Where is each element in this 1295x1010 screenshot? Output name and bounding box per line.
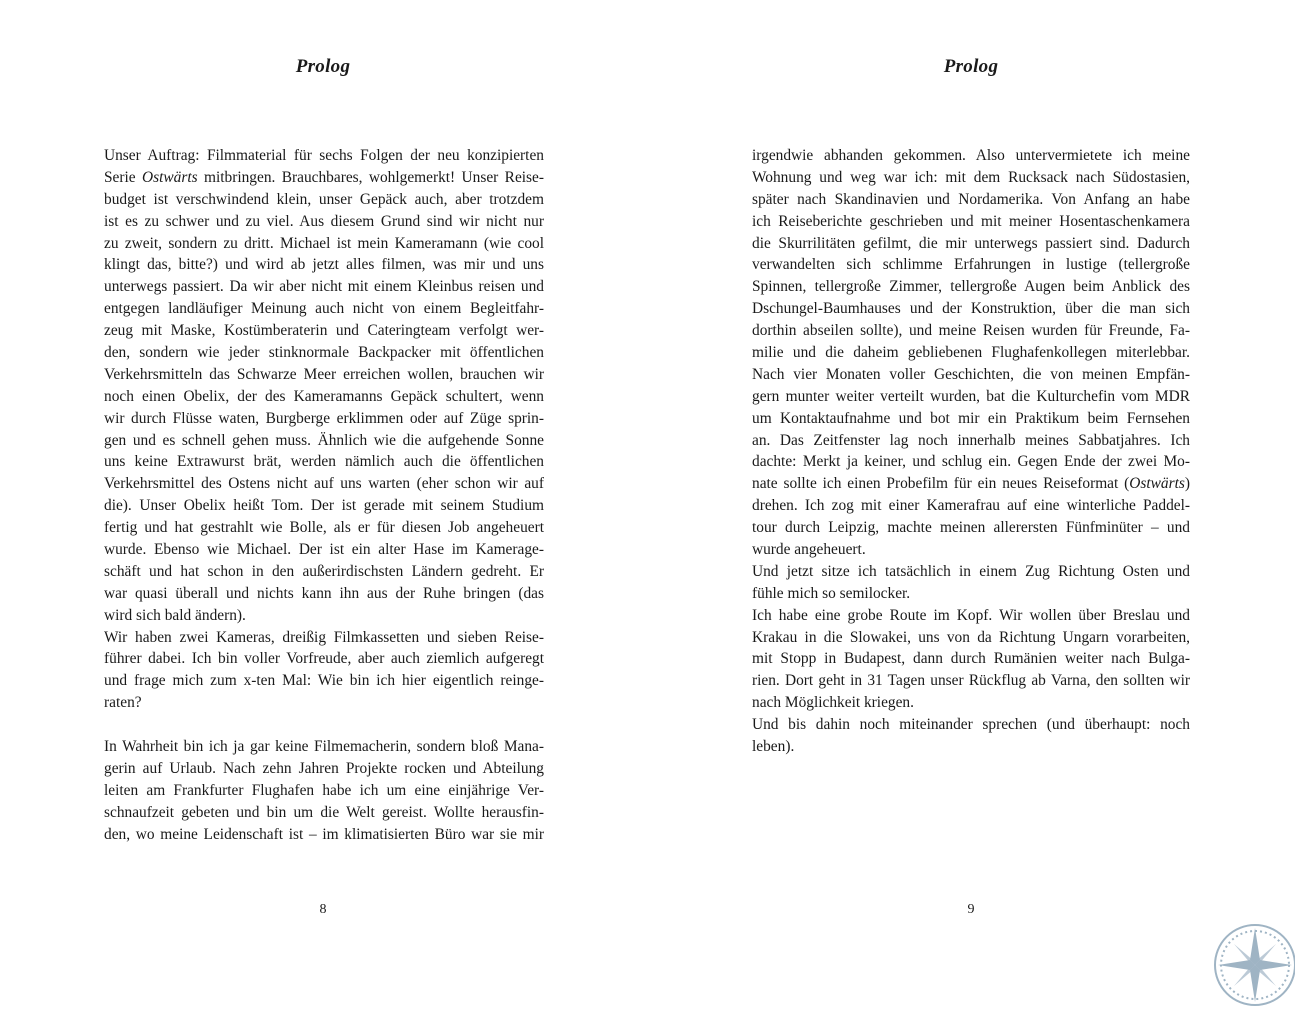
text-run: ich Reiseberichte geschrieben und mit meiner Hosentaschenkamera: [752, 212, 1190, 230]
text-run: klingt das, bitte?) und wird ab jetzt alles filmen, was mir und uns: [104, 256, 544, 274]
text-run: irgendwie abhanden gekommen. Also untervermietete ich meine: [752, 147, 1190, 164]
text-line: [752, 517, 1190, 539]
text-run: gen und es schnell gehen muss. Ähnlich wie die aufgehende Sonne: [104, 431, 544, 449]
left-page: [0, 0, 647, 1000]
text-line: [752, 583, 1190, 605]
text-line: [752, 670, 1190, 692]
text-run: Nach vier Monaten voller Geschichten, die von meinen Empfän-: [752, 365, 1190, 383]
text-run: zu zweit, sondern zu dritt. Michael ist mein Kameramann (wie cool: [104, 234, 544, 252]
text-line: [752, 451, 1190, 473]
text-run: fühle mich so semilocker.: [752, 584, 911, 602]
right-page: [648, 0, 1295, 1000]
text-line: [104, 714, 544, 736]
text-line: [752, 605, 1190, 627]
text-line: [104, 495, 544, 517]
text-line: [752, 736, 1190, 758]
text-line: [752, 473, 1190, 495]
text-line: [752, 430, 1190, 452]
text-line: [104, 211, 544, 233]
text-run: Wohnung und weg war ich: mit dem Rucksack nach Südostasien,: [752, 168, 1190, 186]
text-line: [752, 276, 1190, 298]
text-run: Und jetzt sitze ich tatsächlich in einem Zug Richtung Osten und: [752, 562, 1190, 580]
body-text-left: [104, 145, 544, 846]
running-head-left: Prolog: [295, 56, 351, 77]
text-line: [752, 320, 1190, 342]
text-run: wir durch Flüsse waten, Burgberge erklimmen oder auf Züge sprin-: [104, 409, 544, 427]
text-line: [752, 298, 1190, 320]
text-run: Dschungel-Baumhauses und der Konstruktion, über die man sich: [752, 300, 1190, 318]
text-run: Serie: [104, 168, 142, 186]
text-run: leben).: [752, 738, 795, 756]
text-run: schnaufzeit gebeten und bin um die Welt gereist. Wollte herausfin-: [104, 803, 544, 821]
text-line: [104, 692, 544, 714]
text-line: [104, 167, 544, 189]
text-run: führer dabei. Ich bin voller Vorfreude, aber auch ziemlich aufgeregt: [104, 650, 544, 668]
text-run: verwandelten sich schlimme Erfahrungen in lustige (tellergroße: [752, 256, 1190, 274]
text-line: [104, 233, 544, 255]
page-number-left: 8: [319, 902, 327, 917]
text-line: [752, 561, 1190, 583]
text-line: [104, 561, 544, 583]
text-run: Verkehrsmitteln das Schwarze Meer erreichen wollen, brauchen wir: [104, 365, 544, 383]
text-run: gern munter weiter verteilt wurden, bat die Kulturchefin vom MDR: [752, 387, 1190, 405]
text-line: [104, 254, 544, 276]
text-line: [752, 145, 1190, 167]
text-run: später nach Skandinavien und Nordamerika. Von Anfang an habe: [752, 190, 1190, 208]
text-line: [752, 692, 1190, 714]
text-run: rien. Dort geht in 31 Tagen unser Rückflug ab Varna, den sollten wir: [752, 672, 1190, 690]
text-run: dachte: Merkt ja keiner, und schlug ein. Gegen Ende der zwei Mo-: [752, 453, 1190, 471]
text-run: milie und die daheim gebliebenen Flughafenkollegen miterlebbar.: [752, 344, 1190, 362]
text-line: [752, 627, 1190, 649]
text-run: entgegen landläufiger Meinung auch nicht von einem Begleitfahr-: [104, 300, 544, 318]
text-run: mitbringen. Brauchbares, wohlgemerkt! Unser Reise-: [197, 168, 544, 186]
text-line: [104, 517, 544, 539]
text-run: raten?: [104, 694, 142, 712]
text-run: nach Möglichkeit kriegen.: [752, 694, 914, 712]
text-run: gerin auf Urlaub. Nach zehn Jahren Projekte rocken und Abteilung: [104, 759, 544, 777]
italic-title: Ostwärts: [142, 168, 198, 186]
text-run: um Kontaktaufnahme und bot mir ein Praktikum beim Fernsehen: [752, 409, 1190, 427]
text-line: [104, 430, 544, 452]
compass-rose-icon: [1210, 920, 1295, 1010]
text-run: ): [1184, 475, 1190, 493]
text-run: leiten am Frankfurter Flughafen habe ich um eine einjährige Ver-: [104, 781, 544, 799]
text-line: [752, 233, 1190, 255]
text-line: [104, 276, 544, 298]
text-line: [752, 254, 1190, 276]
text-line: [104, 583, 544, 605]
text-line: [104, 189, 544, 211]
text-run: und frage mich zum x-ten Mal: Wie bin ich hier eigentlich reinge-: [104, 672, 544, 690]
text-line: [104, 648, 544, 670]
text-line: [752, 495, 1190, 517]
text-line: [104, 780, 544, 802]
text-run: Und bis dahin noch miteinander sprechen (und überhaupt: noch: [752, 716, 1190, 734]
text-line: [752, 539, 1190, 561]
text-line: [104, 802, 544, 824]
text-line: [104, 605, 544, 627]
text-run: nate sollte ich einen Probefilm für ein neues Reiseformat (: [752, 475, 1130, 493]
text-line: [104, 145, 544, 167]
text-line: [752, 342, 1190, 364]
text-run: In Wahrheit bin ich ja gar keine Filmemacherin, sondern bloß Mana-: [104, 738, 544, 756]
text-line: [752, 386, 1190, 408]
text-run: schäft und hat schon in den außerirdischsten Ländern gedreht. Er: [104, 562, 544, 580]
page-number-right: 9: [967, 902, 975, 917]
text-line: [104, 320, 544, 342]
text-run: wurde. Ebenso wie Michael. Der ist ein alter Hase im Kamerage-: [104, 541, 544, 559]
text-run: die Skurrilitäten gefilmt, die mir unterwegs passiert sind. Dadurch: [752, 234, 1190, 252]
text-run: Spinnen, tellergroße Zimmer, tellergroße Augen beim Anblick des: [752, 278, 1190, 296]
text-run: Verkehrsmittel des Ostens nicht auf uns warten (eher schon wir auf: [104, 475, 544, 493]
text-run: uns keine Extrawurst brät, werden nämlich auch die öffentlichen: [104, 453, 544, 471]
text-line: [104, 364, 544, 386]
text-run: ist es zu schwer und zu viel. Aus diesem Grund sind wir nicht nur: [104, 212, 544, 230]
text-run: wird sich bald ändern).: [104, 606, 246, 624]
italic-title: Ostwärts: [1129, 475, 1185, 493]
text-run: den, sondern wie jeder stinknormale Backpacker mit öffentlichen: [104, 344, 544, 362]
text-run: tour durch Leipzig, machte meinen allerersten Fünfminüter – und: [752, 519, 1190, 537]
body-text-right: [752, 145, 1190, 758]
text-run: drehen. Ich zog mit einer Kamerafrau auf eine winterliche Paddel-: [752, 497, 1190, 515]
text-run: dorthin abseilen sollte), und meine Reisen wurden für Freunde, Fa-: [752, 322, 1190, 340]
text-line: [104, 824, 544, 846]
text-run: zeug mit Maske, Kostümberaterin und Cateringteam verfolgt wer-: [104, 322, 544, 340]
text-run: war quasi überall und nichts kann ihn aus der Ruhe bringen (das: [104, 584, 544, 602]
text-run: fertig und hat gestrahlt wie Bolle, als er für diesen Job angeheuert: [104, 519, 544, 537]
text-run: wurde angeheuert.: [752, 541, 866, 559]
text-run: unterwegs passiert. Da wir aber nicht mit einem Kleinbus reisen und: [104, 278, 544, 296]
text-line: [752, 189, 1190, 211]
text-run: mit Stopp in Budapest, dann durch Rumänien weiter nach Bulga-: [752, 650, 1190, 668]
text-run: Unser Auftrag: Filmmaterial für sechs Folgen der neu konzipierten: [104, 147, 544, 164]
text-line: [752, 714, 1190, 736]
text-line: [752, 408, 1190, 430]
text-line: [104, 627, 544, 649]
text-line: [104, 736, 544, 758]
text-run: den, wo meine Leidenschaft ist – im klimatisierten Büro war sie mir: [104, 825, 544, 843]
text-line: [104, 539, 544, 561]
text-line: [752, 364, 1190, 386]
text-line: [752, 648, 1190, 670]
text-line: [104, 758, 544, 780]
text-run: noch einen Obelix, der des Kameramanns Gepäck schultert, wenn: [104, 387, 544, 405]
text-line: [104, 473, 544, 495]
text-run: budget ist verschwindend klein, unser Gepäck auch, aber trotzdem: [104, 190, 544, 208]
running-head-right: Prolog: [943, 56, 999, 77]
text-line: [104, 386, 544, 408]
text-run: die). Unser Obelix heißt Tom. Der ist gerade mit seinem Studium: [104, 497, 544, 515]
text-line: [104, 298, 544, 320]
text-line: [104, 408, 544, 430]
text-line: [752, 211, 1190, 233]
text-line: [752, 167, 1190, 189]
text-line: [104, 670, 544, 692]
text-run: an. Das Zeitfenster lag noch innerhalb meines Sabbatjahres. Ich: [752, 431, 1190, 449]
text-run: Ich habe eine grobe Route im Kopf. Wir wollen über Breslau und: [752, 606, 1190, 624]
text-line: [104, 451, 544, 473]
text-run: Krakau in die Slowakei, uns von da Richtung Ungarn vorarbeiten,: [752, 628, 1190, 646]
text-run: Wir haben zwei Kameras, dreißig Filmkassetten und sieben Reise-: [104, 628, 544, 646]
text-line: [104, 342, 544, 364]
